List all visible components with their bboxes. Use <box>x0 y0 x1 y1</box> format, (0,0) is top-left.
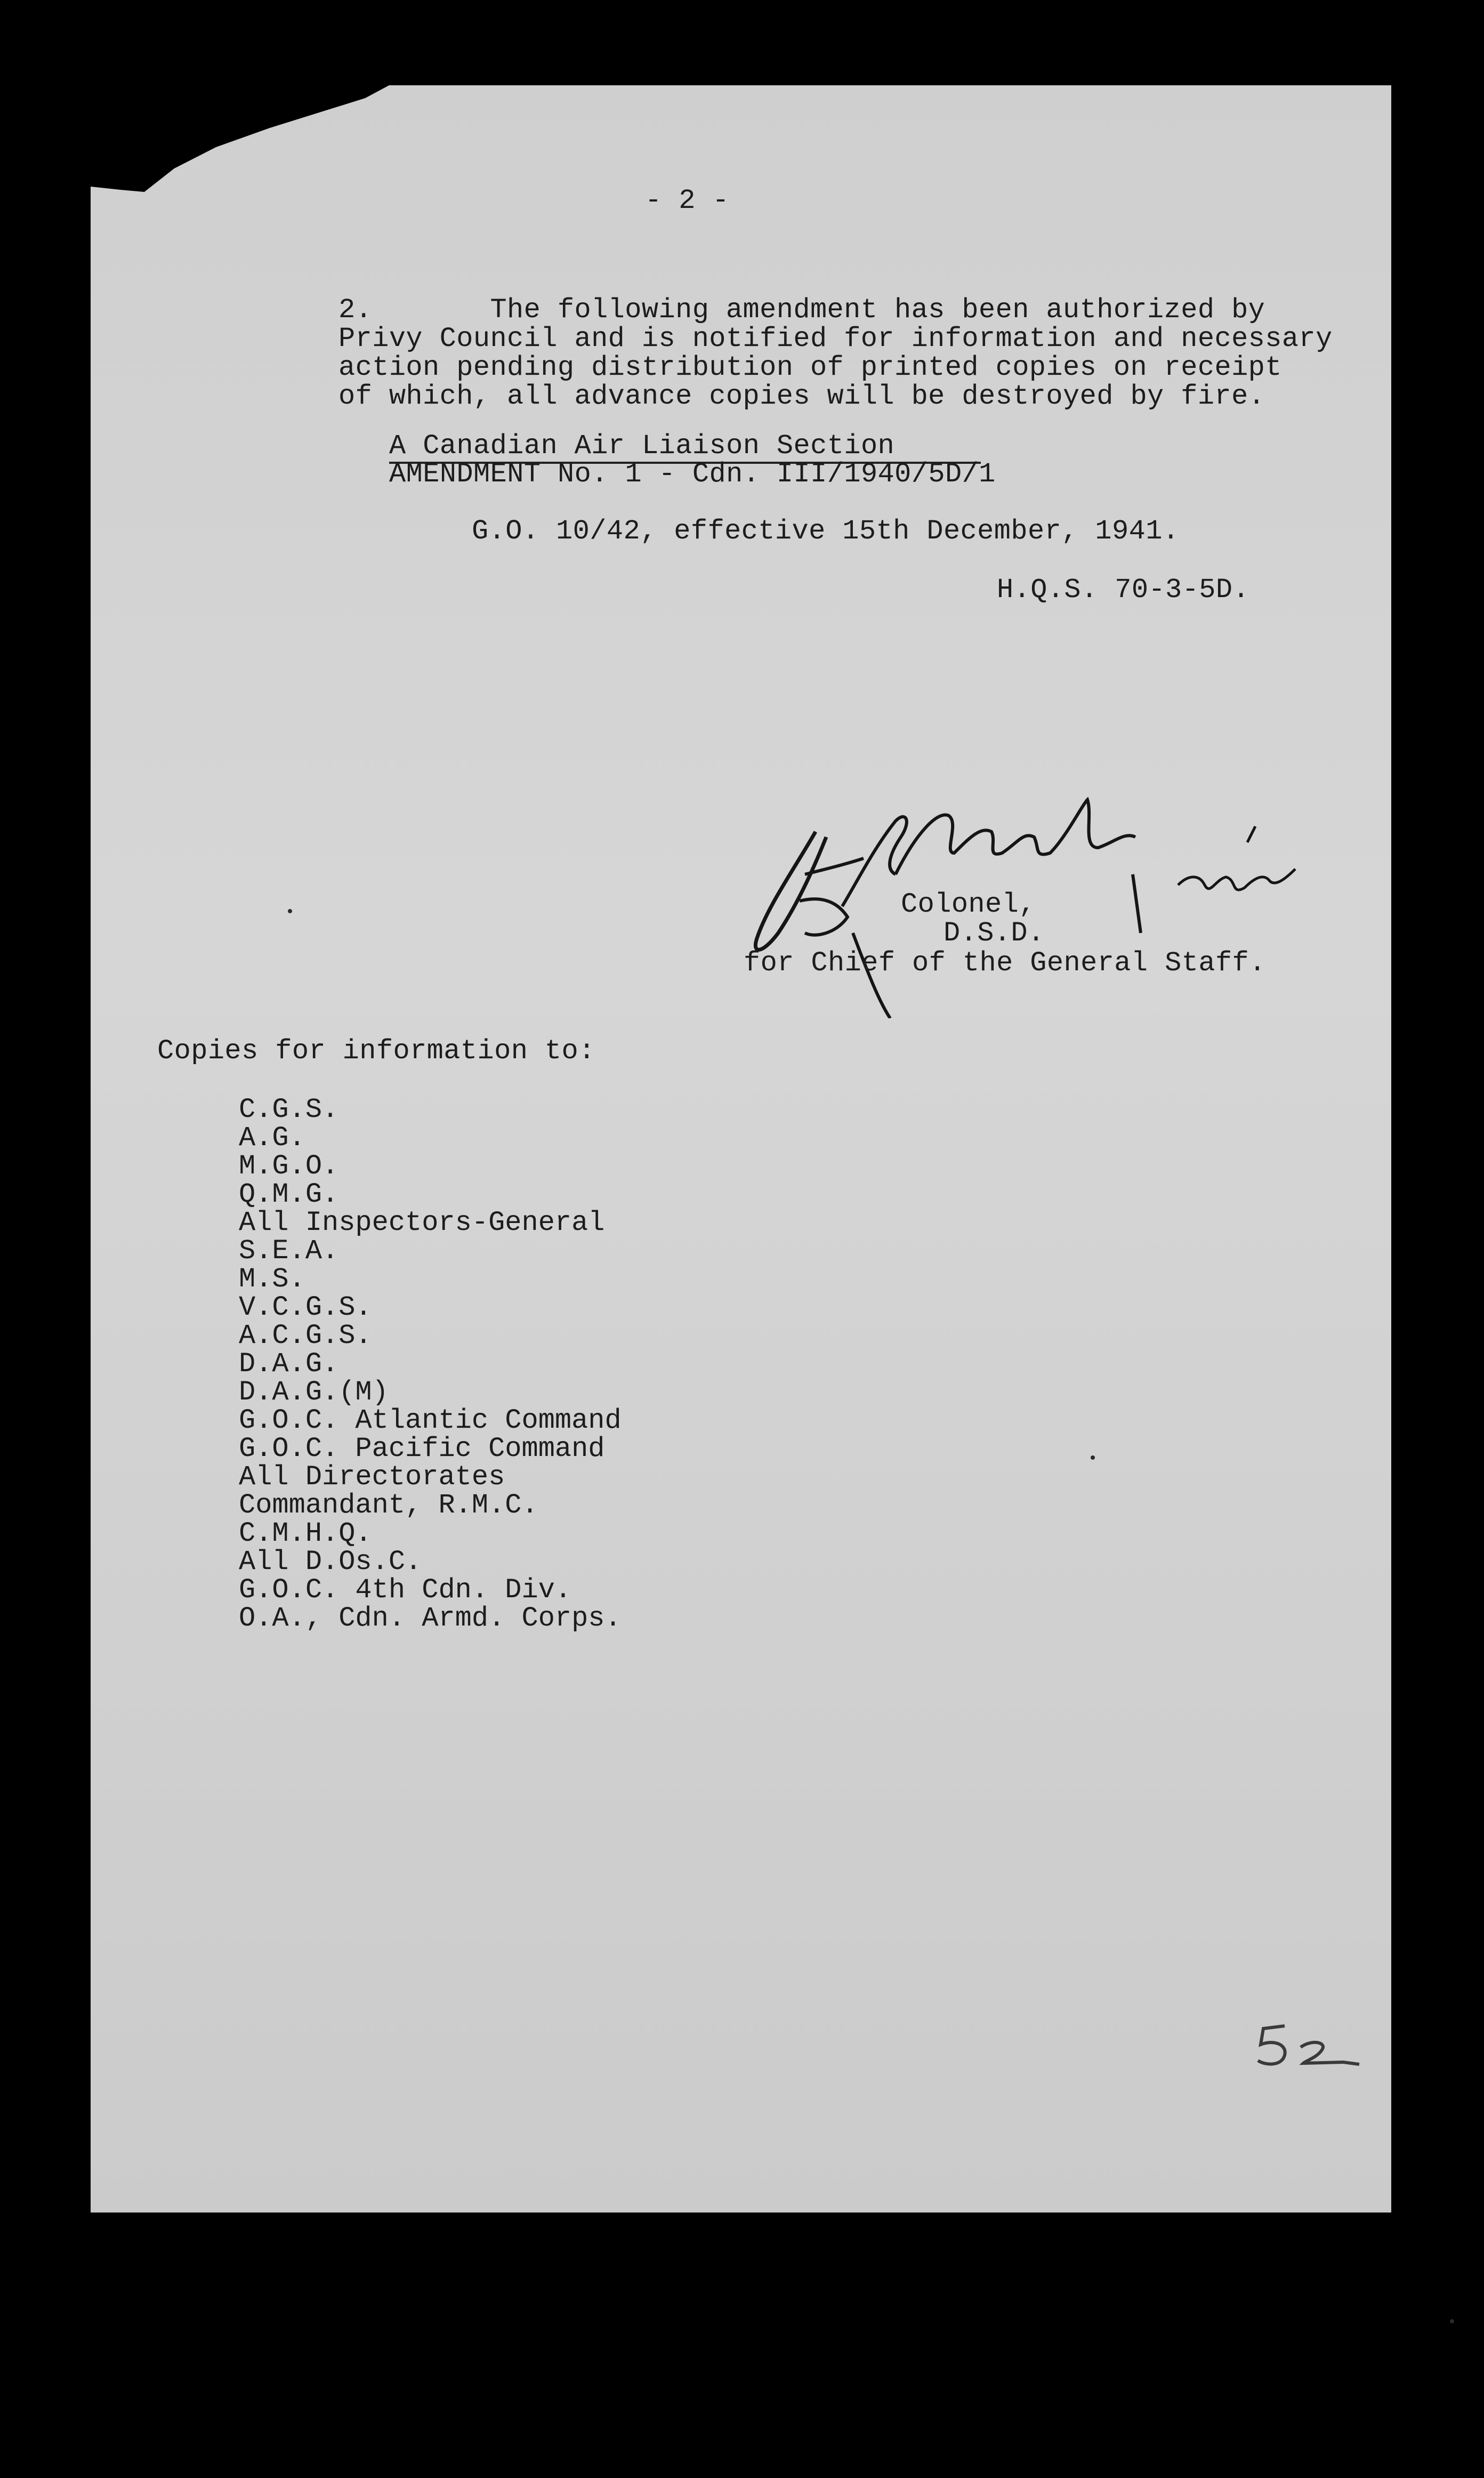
ink-speck <box>1450 2319 1454 2323</box>
copies-heading: Copies for information to: <box>157 1035 595 1067</box>
distribution-item: Commandant, R.M.C. <box>239 1490 538 1521</box>
distribution-item: M.S. <box>239 1264 305 1295</box>
handwritten-folio-mark <box>1247 2015 1365 2074</box>
distribution-item: A.G. <box>239 1122 305 1154</box>
distribution-item: O.A., Cdn. Armd. Corps. <box>239 1603 622 1634</box>
page-number: - 2 - <box>645 185 730 216</box>
amendment-paragraph <box>338 296 1333 411</box>
section-heading: A Canadian Air Liaison Section <box>389 430 895 462</box>
distribution-list <box>239 1096 622 1632</box>
file-reference: H.Q.S. 70-3-5D. <box>997 574 1250 606</box>
paragraph-line: of which, all advance copies will be destroyed by fire. <box>338 381 1265 412</box>
distribution-item: All D.Os.C. <box>239 1546 422 1578</box>
distribution-item: Q.M.G. <box>239 1179 339 1210</box>
distribution-item: G.O.C. 4th Cdn. Div. <box>239 1574 572 1606</box>
signatory-office: D.S.D. <box>943 918 1045 949</box>
ink-speck <box>1091 1455 1095 1460</box>
distribution-item: D.A.G.(M) <box>239 1377 389 1408</box>
distribution-item: G.O.C. Atlantic Command <box>239 1405 622 1436</box>
general-order-line: G.O. 10/42, effective 15th December, 1941. <box>472 516 1180 547</box>
signatory-on-behalf: for Chief of the General Staff. <box>744 947 1266 979</box>
distribution-item: All Inspectors-General <box>239 1207 605 1238</box>
paragraph-line: action pending distribution of printed copies on receipt <box>338 352 1282 383</box>
distribution-item: C.G.S. <box>239 1094 339 1125</box>
paragraph-line: 2. The following amendment has been authorized by <box>338 294 1265 326</box>
amendment-number: AMENDMENT No. 1 - Cdn. III/1940/5D/1 <box>389 458 996 490</box>
distribution-item: G.O.C. Pacific Command <box>239 1433 605 1465</box>
signatory-rank: Colonel, <box>901 889 1036 920</box>
distribution-item: C.M.H.Q. <box>239 1518 372 1549</box>
distribution-item: M.G.O. <box>239 1150 339 1182</box>
ink-speck <box>288 909 292 913</box>
paragraph-line: Privy Council and is notified for information and necessary <box>338 323 1333 355</box>
distribution-item: D.A.G. <box>239 1348 339 1380</box>
distribution-item: S.E.A. <box>239 1235 339 1267</box>
distribution-item: A.C.G.S. <box>239 1320 372 1351</box>
distribution-item: V.C.G.S. <box>239 1292 372 1323</box>
distribution-item: All Directorates <box>239 1461 505 1493</box>
